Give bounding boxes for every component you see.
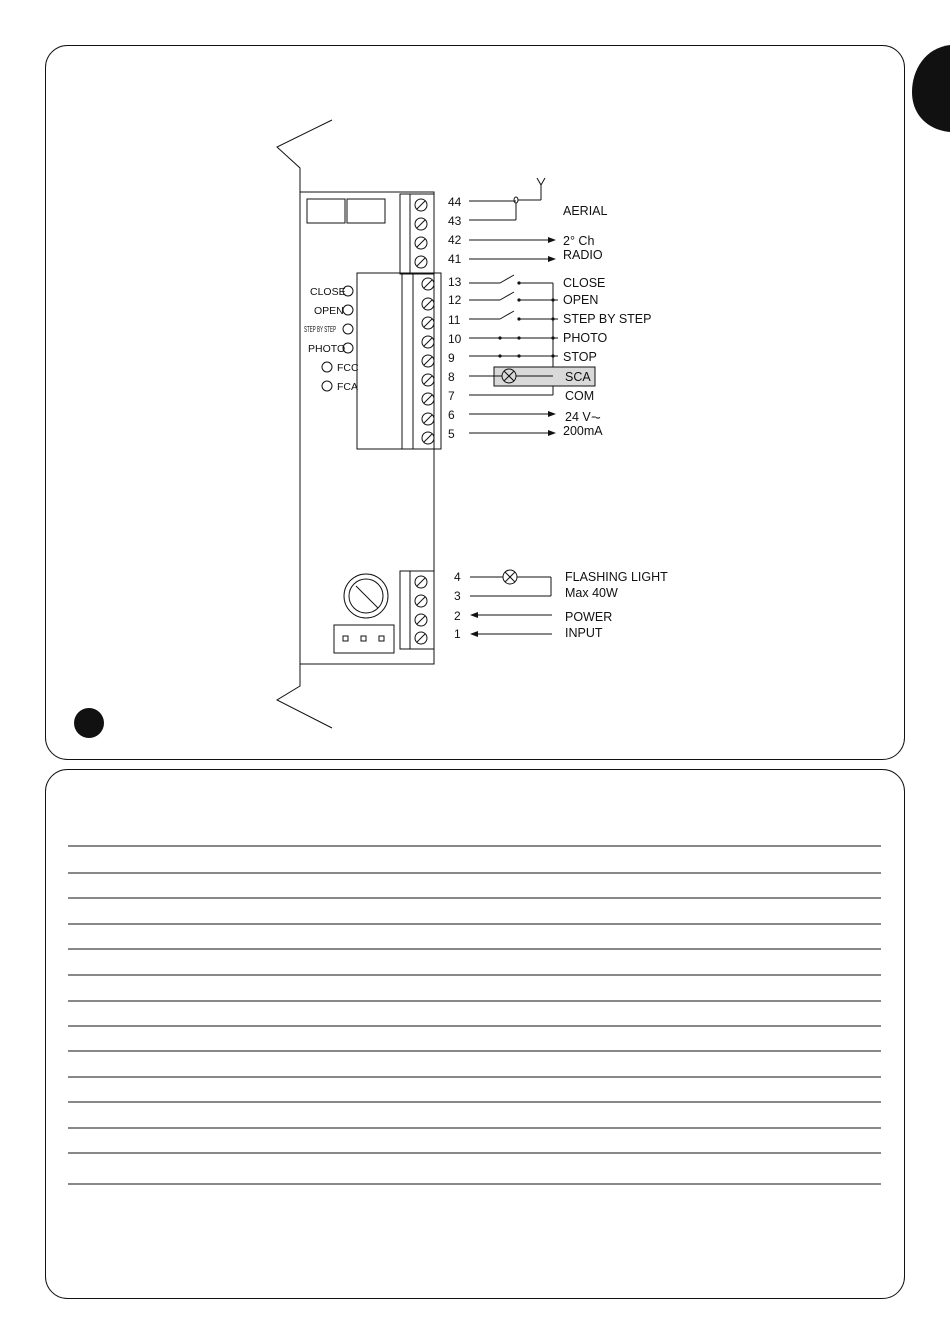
relay-box-right	[347, 199, 385, 223]
label-aerial: AERIAL	[563, 204, 608, 218]
label-2ch: 2° Ch	[563, 234, 595, 248]
led-fca-icon	[322, 381, 332, 391]
corner-tab	[912, 45, 950, 132]
antenna-icon	[537, 178, 545, 185]
label-photo: PHOTO	[563, 331, 608, 345]
led-indicators	[304, 286, 359, 393]
terminal-2: 2	[454, 609, 461, 623]
led-step-icon	[343, 324, 353, 334]
led-open-icon	[343, 305, 353, 315]
terminal-42: 42	[448, 233, 462, 247]
led-fcc-icon	[322, 362, 332, 372]
terminal-screws	[415, 199, 434, 644]
terminal-41: 41	[448, 252, 462, 266]
selector-knob	[344, 574, 388, 618]
label-radio: RADIO	[563, 248, 603, 262]
led-label-step: STEP BY STEP	[304, 324, 337, 334]
terminal-10: 10	[448, 332, 462, 346]
label-close: CLOSE	[563, 276, 606, 290]
relay-box-left	[307, 199, 345, 223]
terminal-3: 3	[454, 589, 461, 603]
label-com: COM	[565, 389, 595, 403]
terminal-11: 11	[448, 313, 461, 327]
label-step-by-step: STEP BY STEP	[563, 312, 652, 326]
label-sca: SCA	[565, 370, 591, 384]
terminal-13: 13	[448, 275, 462, 289]
led-label-fcc: FCC	[337, 362, 359, 374]
notes-panel	[46, 770, 905, 1299]
label-flashing-light: FLASHING LIGHT	[565, 570, 668, 584]
led-label-open: OPEN	[314, 305, 344, 317]
terminal-44: 44	[448, 195, 462, 209]
terminal-5: 5	[448, 427, 455, 441]
terminal-43: 43	[448, 214, 462, 228]
terminal-9: 9	[448, 351, 455, 365]
led-label-close: CLOSE	[310, 286, 346, 298]
terminal-4: 4	[454, 570, 461, 584]
terminal-12: 12	[448, 293, 462, 307]
control-board	[277, 120, 441, 728]
terminal-7: 7	[448, 389, 455, 403]
label-24v: 24 V⏦	[565, 410, 601, 424]
flashing-light-icon	[503, 570, 517, 584]
notes-lines	[68, 846, 881, 1184]
terminal-1: 1	[454, 627, 461, 641]
label-stop: STOP	[563, 350, 597, 364]
figure-marker	[74, 708, 104, 738]
label-200ma: 200mA	[563, 424, 603, 438]
label-input: INPUT	[565, 626, 603, 640]
terminal-strip-top	[400, 194, 434, 274]
led-label-photo: PHOTO	[308, 343, 346, 355]
terminal-numbers	[448, 195, 462, 641]
terminal-8: 8	[448, 370, 455, 384]
terminal-6: 6	[448, 408, 455, 422]
terminal-strip-bottom	[400, 571, 434, 649]
label-power: POWER	[565, 610, 613, 624]
label-max40w: Max 40W	[565, 586, 618, 600]
diagram-panel	[46, 46, 905, 760]
led-label-fca: FCA	[337, 381, 358, 393]
connection-labels	[563, 204, 668, 640]
label-open: OPEN	[563, 293, 599, 307]
